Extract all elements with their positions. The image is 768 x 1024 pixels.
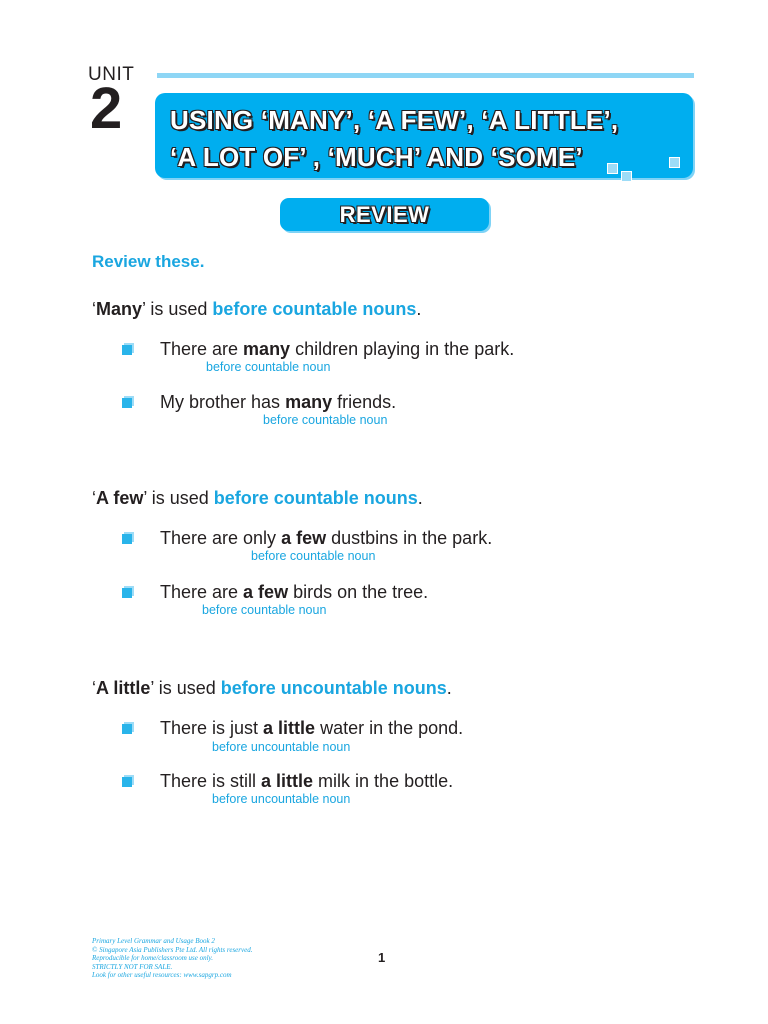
rule-a-little: ‘A little’ is used before uncountable nouns. [92,678,452,698]
unit-number: 2 [90,76,123,141]
title-banner [155,93,693,178]
example-note: before countable noun [206,360,331,374]
review-badge [280,198,489,231]
bullet-icon [122,398,132,408]
bullet-icon [122,534,132,544]
title-rule [157,73,694,78]
rule-a-few: ‘A few’ is used before countable nouns. [92,488,423,508]
cube-decoration-icon [669,157,680,168]
bullet-icon [122,724,132,734]
bullet-icon [122,777,132,787]
unit-label: UNIT [88,64,135,85]
example-sentence: There are a few birds on the tree. [160,582,429,602]
example-sentence: There is still a little milk in the bottle. [160,771,454,791]
rule-many: ‘Many’ is used before countable nouns. [92,299,422,319]
example-note: before countable noun [251,549,376,563]
title-line-2: ‘A LOT OF’ , ‘MUCH’ AND ‘SOME’ [170,142,583,172]
page-title [170,102,675,176]
example-sentence: There are many children playing in the park. [160,339,515,359]
cube-decoration-icon [621,171,632,182]
title-line-1: USING ‘MANY’, ‘A FEW’, ‘A LITTLE’, [170,105,619,135]
example-note: before uncountable noun [212,740,351,754]
example-note: before countable noun [202,603,327,617]
example-sentence: There are only a few dustbins in the park. [160,528,493,548]
intro-text: Review these. [92,252,205,271]
page-number: 1 [378,950,386,965]
example-sentence: My brother has many friends. [160,392,397,412]
example-note: before countable noun [263,413,388,427]
review-label: REVIEW [339,201,430,227]
cube-decoration-icon [607,163,618,174]
copyright-footer: Primary Level Grammar and Usage Book 2 © Singapore Asia Publishers Pte Ltd. All rights reserved. Reproducible for home/classroom use only. STRICTLY NOT FOR SALE. Look for other useful resources: www.sapgrp.com [92,937,253,979]
bullet-icon [122,345,132,355]
example-sentence: There is just a little water in the pond. [160,718,464,738]
example-note: before uncountable noun [212,792,351,806]
bullet-icon [122,588,132,598]
